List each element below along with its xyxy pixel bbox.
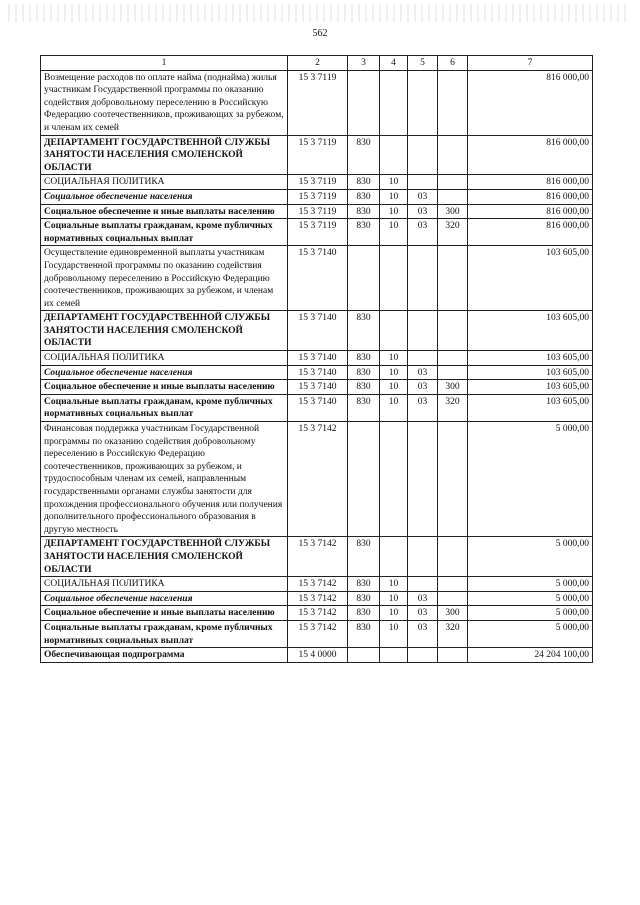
table-row [41, 204, 593, 219]
row-name: Осуществление единовременной выплаты участникам Государственной программы по оказанию содействия добровольному переселению в Российскую Федерацию соотечественников, проживающих за рубежом, и членам их семей [41, 246, 288, 311]
section-code: 10 [380, 189, 408, 204]
amount: 5 000,00 [468, 577, 593, 592]
target-code: 15 3 7140 [288, 365, 348, 380]
expense-type-code [438, 135, 468, 175]
section-code: 10 [380, 620, 408, 647]
row-name: Социальное обеспечение и иные выплаты населению [41, 204, 288, 219]
target-code: 15 3 7119 [288, 189, 348, 204]
row-name: СОЦИАЛЬНАЯ ПОЛИТИКА [41, 175, 288, 190]
row-name: Социальное обеспечение и иные выплаты населению [41, 380, 288, 395]
table-row [41, 577, 593, 592]
expense-type-code [438, 648, 468, 663]
table-row [41, 246, 593, 311]
table-row [41, 422, 593, 537]
subsection-code: 03 [408, 620, 438, 647]
section-code [380, 135, 408, 175]
subsection-code: 03 [408, 606, 438, 621]
subsection-code [408, 537, 438, 577]
budget-table [40, 55, 593, 663]
header-cell: 4 [380, 56, 408, 71]
table-row [41, 135, 593, 175]
table-row [41, 394, 593, 421]
amount: 5 000,00 [468, 422, 593, 537]
grbs-code: 830 [348, 204, 380, 219]
section-code: 10 [380, 591, 408, 606]
subsection-code: 03 [408, 365, 438, 380]
subsection-code [408, 175, 438, 190]
section-code [380, 246, 408, 311]
expense-type-code [438, 365, 468, 380]
grbs-code: 830 [348, 135, 380, 175]
amount: 103 605,00 [468, 394, 593, 421]
row-name: ДЕПАРТАМЕНТ ГОСУДАРСТВЕННОЙ СЛУЖБЫ ЗАНЯТОСТИ НАСЕЛЕНИЯ СМОЛЕНСКОЙ ОБЛАСТИ [41, 311, 288, 351]
target-code: 15 3 7140 [288, 311, 348, 351]
expense-type-code [438, 577, 468, 592]
row-name: ДЕПАРТАМЕНТ ГОСУДАРСТВЕННОЙ СЛУЖБЫ ЗАНЯТОСТИ НАСЕЛЕНИЯ СМОЛЕНСКОЙ ОБЛАСТИ [41, 537, 288, 577]
grbs-code: 830 [348, 591, 380, 606]
subsection-code: 03 [408, 380, 438, 395]
section-code: 10 [380, 365, 408, 380]
amount: 816 000,00 [468, 219, 593, 246]
amount: 103 605,00 [468, 365, 593, 380]
expense-type-code [438, 311, 468, 351]
expense-type-code: 300 [438, 204, 468, 219]
amount: 816 000,00 [468, 175, 593, 190]
table-row [41, 189, 593, 204]
table-row [41, 620, 593, 647]
grbs-code: 830 [348, 394, 380, 421]
expense-type-code [438, 175, 468, 190]
section-code: 10 [380, 175, 408, 190]
expense-type-code [438, 537, 468, 577]
row-name: Возмещение расходов по оплате найма (поднайма) жилья участникам Государственной программы по оказанию содействия добровольному переселению в Российскую Федерацию соотечественников, проживающих за рубежом, и членам их семей [41, 70, 288, 135]
row-name: Социальное обеспечение населения [41, 189, 288, 204]
table-row [41, 219, 593, 246]
target-code: 15 3 7140 [288, 246, 348, 311]
subsection-code [408, 422, 438, 537]
amount: 816 000,00 [468, 70, 593, 135]
header-cell: 7 [468, 56, 593, 71]
expense-type-code [438, 351, 468, 366]
expense-type-code: 320 [438, 394, 468, 421]
section-code [380, 648, 408, 663]
row-name: Социальное обеспечение и иные выплаты населению [41, 606, 288, 621]
section-code [380, 422, 408, 537]
subsection-code [408, 135, 438, 175]
table-row [41, 648, 593, 663]
header-cell: 1 [41, 56, 288, 71]
expense-type-code: 320 [438, 620, 468, 647]
table-row [41, 606, 593, 621]
header-cell: 2 [288, 56, 348, 71]
row-name: Обеспечивающая подпрограмма [41, 648, 288, 663]
table-row [41, 380, 593, 395]
target-code: 15 3 7119 [288, 175, 348, 190]
table-row [41, 591, 593, 606]
page-number: 562 [312, 28, 328, 39]
row-name: ДЕПАРТАМЕНТ ГОСУДАРСТВЕННОЙ СЛУЖБЫ ЗАНЯТОСТИ НАСЕЛЕНИЯ СМОЛЕНСКОЙ ОБЛАСТИ [41, 135, 288, 175]
target-code: 15 3 7142 [288, 537, 348, 577]
expense-type-code: 300 [438, 606, 468, 621]
amount: 5 000,00 [468, 606, 593, 621]
target-code: 15 3 7142 [288, 591, 348, 606]
grbs-code: 830 [348, 311, 380, 351]
amount: 816 000,00 [468, 204, 593, 219]
subsection-code [408, 351, 438, 366]
amount: 24 204 100,00 [468, 648, 593, 663]
target-code: 15 3 7119 [288, 219, 348, 246]
target-code: 15 4 0000 [288, 648, 348, 663]
expense-type-code [438, 246, 468, 311]
section-code: 10 [380, 204, 408, 219]
expense-type-code [438, 422, 468, 537]
table-row [41, 537, 593, 577]
table-header-row [41, 56, 593, 71]
scan-noise [8, 4, 628, 22]
section-code: 10 [380, 577, 408, 592]
table-row [41, 365, 593, 380]
section-code [380, 537, 408, 577]
subsection-code: 03 [408, 394, 438, 421]
expense-type-code: 300 [438, 380, 468, 395]
amount: 5 000,00 [468, 537, 593, 577]
grbs-code: 830 [348, 537, 380, 577]
section-code: 10 [380, 606, 408, 621]
amount: 5 000,00 [468, 620, 593, 647]
target-code: 15 3 7142 [288, 422, 348, 537]
amount: 816 000,00 [468, 135, 593, 175]
target-code: 15 3 7140 [288, 380, 348, 395]
target-code: 15 3 7140 [288, 351, 348, 366]
grbs-code: 830 [348, 219, 380, 246]
row-name: Социальные выплаты гражданам, кроме публичных нормативных социальных выплат [41, 219, 288, 246]
amount: 103 605,00 [468, 380, 593, 395]
target-code: 15 3 7119 [288, 135, 348, 175]
grbs-code [348, 422, 380, 537]
row-name: Социальное обеспечение населения [41, 591, 288, 606]
row-name: Социальные выплаты гражданам, кроме публичных нормативных социальных выплат [41, 394, 288, 421]
subsection-code [408, 577, 438, 592]
amount: 103 605,00 [468, 351, 593, 366]
grbs-code: 830 [348, 620, 380, 647]
grbs-code: 830 [348, 577, 380, 592]
header-cell: 5 [408, 56, 438, 71]
expense-type-code: 320 [438, 219, 468, 246]
section-code: 10 [380, 219, 408, 246]
target-code: 15 3 7140 [288, 394, 348, 421]
table-row [41, 70, 593, 135]
subsection-code: 03 [408, 204, 438, 219]
section-code: 10 [380, 394, 408, 421]
header-cell: 6 [438, 56, 468, 71]
target-code: 15 3 7142 [288, 606, 348, 621]
header-cell: 3 [348, 56, 380, 71]
subsection-code: 03 [408, 219, 438, 246]
subsection-code: 03 [408, 591, 438, 606]
grbs-code: 830 [348, 380, 380, 395]
grbs-code [348, 246, 380, 311]
expense-type-code [438, 70, 468, 135]
grbs-code: 830 [348, 175, 380, 190]
amount: 5 000,00 [468, 591, 593, 606]
table-row [41, 311, 593, 351]
row-name: Социальные выплаты гражданам, кроме публичных нормативных социальных выплат [41, 620, 288, 647]
grbs-code: 830 [348, 606, 380, 621]
subsection-code [408, 246, 438, 311]
grbs-code [348, 648, 380, 663]
row-name: Финансовая поддержка участникам Государственной программы по оказанию содействия добровольному переселению в Российскую Федерацию соотечественников, проживающих за рубежом, и трудоспособным членам их семей, направленным государственными органами службы занятости для прохождения профессионального обучения или получения дополнительного профессионального образования в другую местность [41, 422, 288, 537]
table-row [41, 351, 593, 366]
grbs-code [348, 70, 380, 135]
subsection-code [408, 311, 438, 351]
target-code: 15 3 7142 [288, 620, 348, 647]
grbs-code: 830 [348, 365, 380, 380]
target-code: 15 3 7119 [288, 70, 348, 135]
grbs-code: 830 [348, 351, 380, 366]
section-code: 10 [380, 380, 408, 395]
amount: 103 605,00 [468, 246, 593, 311]
section-code [380, 311, 408, 351]
section-code [380, 70, 408, 135]
subsection-code [408, 70, 438, 135]
expense-type-code [438, 189, 468, 204]
target-code: 15 3 7142 [288, 577, 348, 592]
row-name: Социальное обеспечение населения [41, 365, 288, 380]
section-code: 10 [380, 351, 408, 366]
target-code: 15 3 7119 [288, 204, 348, 219]
row-name: СОЦИАЛЬНАЯ ПОЛИТИКА [41, 351, 288, 366]
row-name: СОЦИАЛЬНАЯ ПОЛИТИКА [41, 577, 288, 592]
grbs-code: 830 [348, 189, 380, 204]
subsection-code [408, 648, 438, 663]
subsection-code: 03 [408, 189, 438, 204]
expense-type-code [438, 591, 468, 606]
amount: 816 000,00 [468, 189, 593, 204]
table-row [41, 175, 593, 190]
amount: 103 605,00 [468, 311, 593, 351]
